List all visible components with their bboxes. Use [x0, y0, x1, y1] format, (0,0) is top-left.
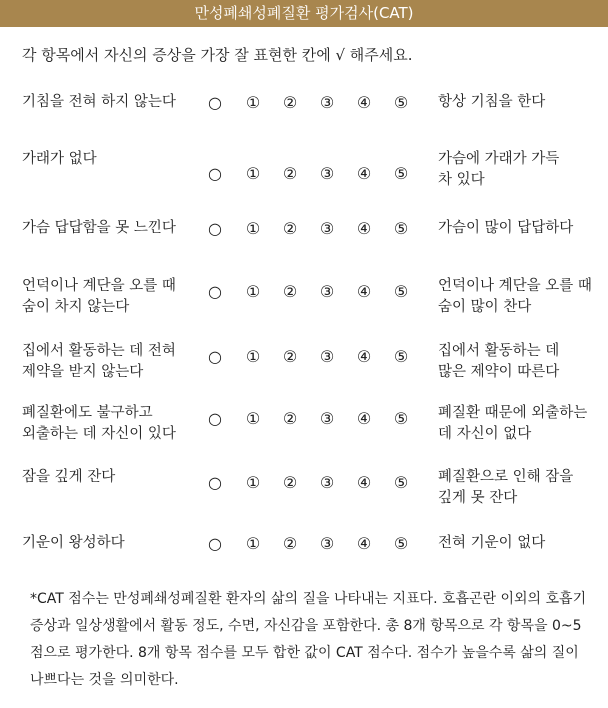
instruction-text: 각 항목에서 자신의 증상을 가장 잘 표현한 칸에 √ 해주세요.	[22, 46, 413, 64]
right-descriptor	[438, 467, 603, 509]
score-option-3[interactable]: ③	[319, 347, 335, 366]
right-descriptor-line: 숨이 많이 찬다	[438, 299, 532, 315]
score-option-3[interactable]: ③	[319, 219, 335, 238]
right-descriptor-line: 언덕이나 계단을 오를 때	[438, 278, 592, 294]
left-descriptor	[22, 533, 192, 554]
score-option-0[interactable]: ○	[208, 282, 222, 301]
score-option-1[interactable]: ①	[245, 347, 261, 366]
score-option-3[interactable]: ③	[319, 409, 335, 428]
score-option-0[interactable]: ○	[208, 347, 222, 366]
score-option-5[interactable]: ⑤	[393, 534, 409, 553]
score-option-1[interactable]: ①	[245, 534, 261, 553]
score-option-3[interactable]: ③	[319, 534, 335, 553]
left-descriptor-line: 언덕이나 계단을 오를 때	[22, 278, 176, 294]
left-descriptor-line: 기운이 왕성하다	[22, 535, 125, 551]
right-descriptor-line: 폐질환으로 인해 잠을	[438, 469, 574, 485]
score-option-5[interactable]: ⑤	[393, 93, 409, 112]
right-descriptor-line: 항상 기침을 한다	[438, 94, 546, 110]
footnote: *CAT 점수는 만성폐쇄성폐질환 환자의 삶의 질을 나타내는 지표다. 호흡곤란 이외의 호흡기 증상과 일상생활에서 활동 정도, 수면, 자신감을 포함한다. 총 8개 항목으로 각 항목을 0~5점으로 평가한다. 8개 항목 점수를 모두 합한 값이 CAT 점수다. 점수가 높을수록 삶의 질이 나쁘다는 것을 의미한다.	[30, 591, 587, 688]
score-option-1[interactable]: ①	[245, 282, 261, 301]
score-option-0[interactable]: ○	[208, 164, 222, 183]
left-descriptor-line: 제약을 받지 않는다	[22, 364, 144, 380]
right-descriptor-line: 집에서 활동하는 데	[438, 343, 560, 359]
left-descriptor	[22, 92, 192, 113]
right-descriptor	[438, 92, 603, 113]
right-descriptor	[438, 149, 603, 191]
left-descriptor-line: 숨이 차지 않는다	[22, 299, 130, 315]
left-descriptor-line: 외출하는 데 자신이 있다	[22, 426, 176, 442]
score-option-5[interactable]: ⑤	[393, 409, 409, 428]
score-option-0[interactable]: ○	[208, 534, 222, 553]
score-option-5[interactable]: ⑤	[393, 164, 409, 183]
right-descriptor	[438, 341, 603, 383]
score-option-2[interactable]: ②	[282, 347, 298, 366]
score-option-0[interactable]: ○	[208, 409, 222, 428]
left-descriptor-line: 폐질환에도 불구하고	[22, 405, 153, 421]
score-option-4[interactable]: ④	[356, 409, 372, 428]
left-descriptor-line: 잠을 깊게 잔다	[22, 469, 116, 485]
right-descriptor	[438, 533, 603, 554]
score-option-0[interactable]: ○	[208, 219, 222, 238]
score-option-4[interactable]: ④	[356, 473, 372, 492]
score-option-4[interactable]: ④	[356, 219, 372, 238]
score-option-0[interactable]: ○	[208, 93, 222, 112]
right-descriptor-line: 차 있다	[438, 172, 485, 188]
score-option-3[interactable]: ③	[319, 93, 335, 112]
score-option-1[interactable]: ①	[245, 219, 261, 238]
score-option-4[interactable]: ④	[356, 534, 372, 553]
left-descriptor	[22, 403, 192, 445]
score-option-5[interactable]: ⑤	[393, 347, 409, 366]
score-option-1[interactable]: ①	[245, 93, 261, 112]
page-title: 만성폐쇄성폐질환 평가검사(CAT)	[0, 0, 608, 27]
right-descriptor-line: 많은 제약이 따른다	[438, 364, 560, 380]
score-option-2[interactable]: ②	[282, 219, 298, 238]
right-descriptor-line: 가슴에 가래가 가득	[438, 151, 560, 167]
score-option-3[interactable]: ③	[319, 282, 335, 301]
left-descriptor	[22, 218, 192, 239]
left-descriptor	[22, 467, 192, 488]
score-option-4[interactable]: ④	[356, 164, 372, 183]
score-option-1[interactable]: ①	[245, 164, 261, 183]
score-option-3[interactable]: ③	[319, 164, 335, 183]
score-option-2[interactable]: ②	[282, 473, 298, 492]
right-descriptor	[438, 276, 603, 318]
right-descriptor	[438, 403, 603, 445]
score-option-4[interactable]: ④	[356, 282, 372, 301]
right-descriptor	[438, 218, 603, 239]
right-descriptor-line: 가슴이 많이 답답하다	[438, 220, 574, 236]
score-option-4[interactable]: ④	[356, 93, 372, 112]
score-option-4[interactable]: ④	[356, 347, 372, 366]
left-descriptor	[22, 276, 192, 318]
right-descriptor-line: 폐질환 때문에 외출하는	[438, 405, 588, 421]
score-option-1[interactable]: ①	[245, 409, 261, 428]
score-option-2[interactable]: ②	[282, 409, 298, 428]
left-descriptor-line: 가슴 답답함을 못 느낀다	[22, 220, 176, 236]
score-option-5[interactable]: ⑤	[393, 473, 409, 492]
left-descriptor	[22, 149, 192, 170]
right-descriptor-line: 깊게 못 잔다	[438, 490, 518, 506]
score-option-1[interactable]: ①	[245, 473, 261, 492]
score-option-3[interactable]: ③	[319, 473, 335, 492]
score-option-2[interactable]: ②	[282, 93, 298, 112]
left-descriptor-line: 기침을 전혀 하지 않는다	[22, 94, 176, 110]
left-descriptor-line: 집에서 활동하는 데 전혀	[22, 343, 176, 359]
score-option-5[interactable]: ⑤	[393, 282, 409, 301]
right-descriptor-line: 데 자신이 없다	[438, 426, 532, 442]
left-descriptor-line: 가래가 없다	[22, 151, 97, 167]
left-descriptor	[22, 341, 192, 383]
score-option-2[interactable]: ②	[282, 164, 298, 183]
score-option-5[interactable]: ⑤	[393, 219, 409, 238]
right-descriptor-line: 전혀 기운이 없다	[438, 535, 546, 551]
score-option-2[interactable]: ②	[282, 534, 298, 553]
score-option-0[interactable]: ○	[208, 473, 222, 492]
score-option-2[interactable]: ②	[282, 282, 298, 301]
